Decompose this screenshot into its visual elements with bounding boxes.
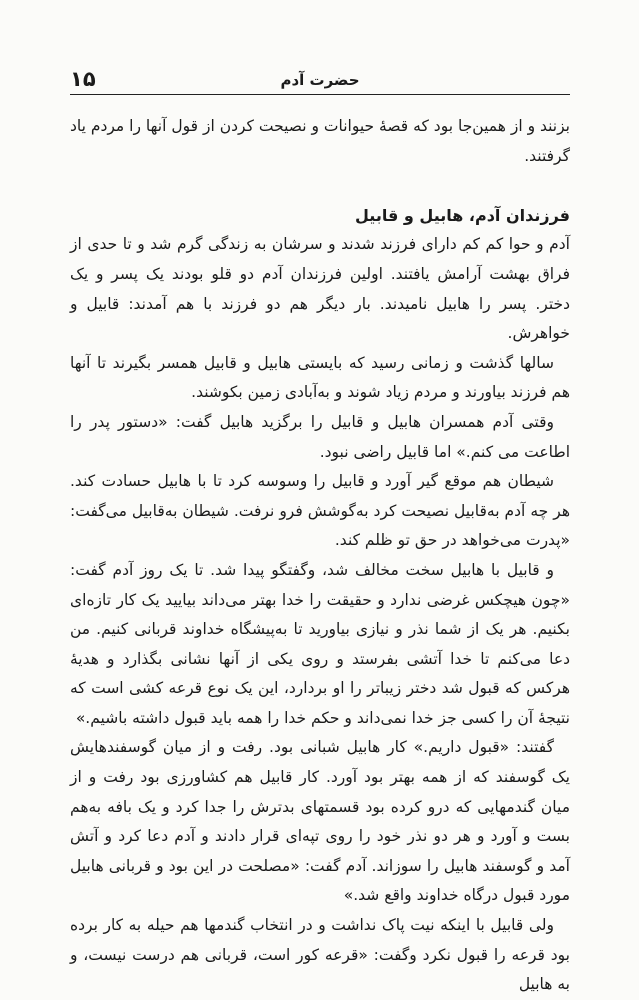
page-body xyxy=(70,112,570,1000)
paragraph: شیطان هم موقع گیر آورد و قابیل را وسوسه کرد تا با هابیل حسادت کند. هر چه آدم به‌قابیل نصیحت کرد به‌گوشش فرو نرفت. شیطان به‌قابیل می‌گفت: «پدرت می‌خواهد در حق تو ظلم کند. xyxy=(70,472,570,550)
running-title: حضرت آدم xyxy=(280,71,360,89)
paragraph: ولی قابیل با اینکه نیت پاک نداشت و در انتخاب گندمها هم حیله به کار برده بود قرعه را قبول نکرد وگفت: «قرعه کور است، قربانی هم درست نیست، و به هابیل xyxy=(70,916,570,994)
paragraph: و قابیل با هابیل سخت مخالف شد، وگفتگو پیدا شد. تا یک روز آدم گفت: «چون هیچکس غرضی ندارد و حقیقت را خدا بهتر می‌داند بیایید یک کار تازه‌ای بکنیم. هر یک از شما نذر و نیازی بیاورید تا به‌پیشگاه خداوند قربانی کنیم. من دعا می‌کنم تا خدا آتشی بفرستد و روی یکی از آنها نشانی بگذارد و هدیهٔ هرکس که قبول شد دختر زیباتر را او بردارد، این یک نوع قرعه کشی است که نتیجهٔ آن را کسی جز خدا نمی‌داند و حکم خدا را همه باید قبول داشته باشیم.» xyxy=(70,560,570,727)
page-number: ۱۵ xyxy=(70,67,96,91)
paragraph: بزنند و از همین‌جا بود که قصهٔ حیوانات و نصیحت کردن از قول آنها را مردم یاد گرفتند. xyxy=(70,117,570,165)
paragraph: گفتند: «قبول داریم.» کار هابیل شبانی بود. رفت و از میان گوسفندهایش یک گوسفند که از همه بهتر بود آورد. کار قابیل هم کشاورزی بود رفت و از میان گندمهایی که درو کرده بود قسمتهای بدترش را جدا کرد و یک بافه به‌هم بست و آورد و هر دو نذر خود را روی تپه‌ای قرار دادند و آدم دعا کرد و آتش آمد و گوسفند هابیل را سوزاند. آدم گفت: «مصلحت در این بود و قربانی هابیل مورد قبول درگاه خداوند واقع شد.» xyxy=(70,738,570,905)
section-gap xyxy=(70,171,570,201)
section-heading: فرزندان آدم، هابیل و قابیل xyxy=(355,205,570,225)
paragraph: وقتی آدم همسران هابیل و قابیل را برگزید هابیل گفت: «دستور پدر را اطاعت می کنم.» اما قابیل راضی نبود. xyxy=(70,412,570,461)
paragraph: آدم و حوا کم کم دارای فرزند شدند و سرشان به زندگی گرم شد و تا حدی از فراق بهشت آرامش یافتند. اولین فرزندان آدم دو قلو بودند یک پسر و یک دختر. پسر را هابیل نامیدند. بار دیگر هم دو فرزند با هم آمدند: قابیل و خواهرش. xyxy=(70,235,570,343)
paragraph: سالها گذشت و زمانی رسید که بایستی هابیل و قابیل همسر بگیرند تا آنها هم فرزند بیاورند و مردم زیاد شوند و به‌آبادی زمین بکوشند. xyxy=(70,353,570,402)
page-header xyxy=(70,66,570,95)
